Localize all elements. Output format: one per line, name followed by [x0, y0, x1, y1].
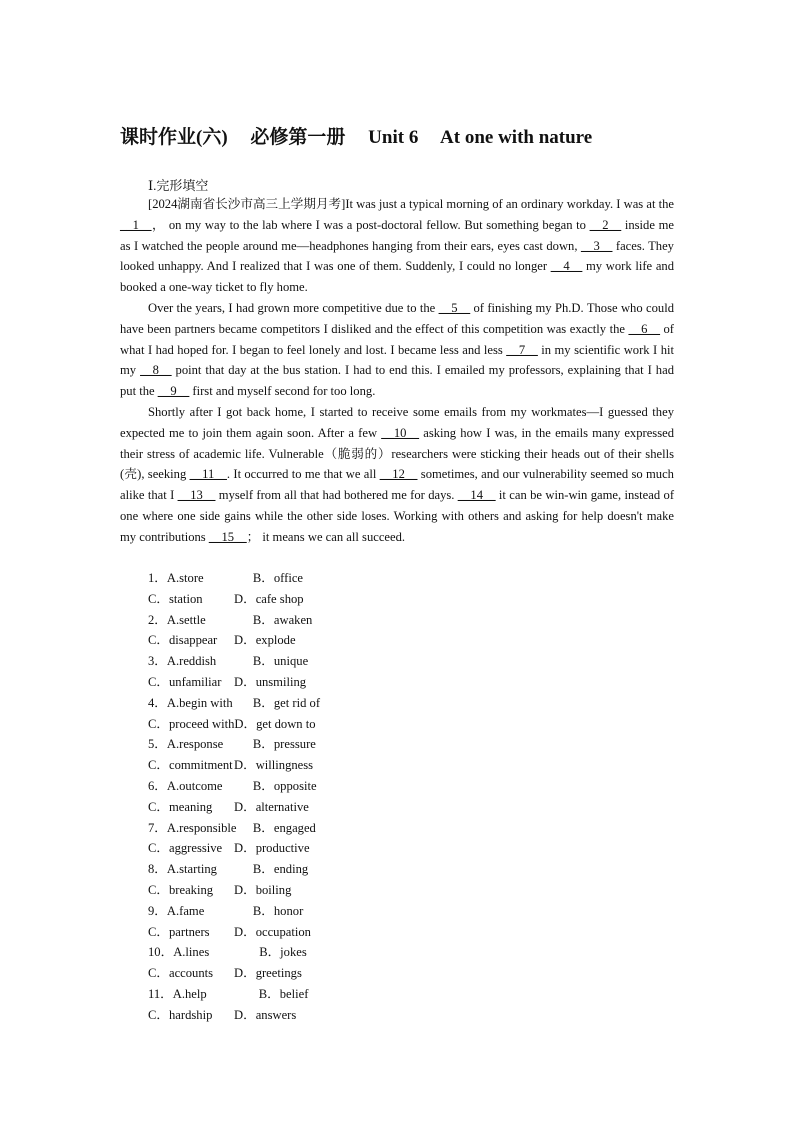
passage-text: . It occurred to me that we all [226, 467, 380, 482]
question-number: 2． [148, 612, 167, 627]
passage-text: first and myself second for too long. [189, 384, 376, 399]
option-a: A.store [166, 571, 204, 585]
option-d: D．greetings [234, 966, 302, 981]
option-row [148, 776, 648, 797]
passage-text: point that day at the bus station. I had to end this. I emailed my professors, explaining that I had put the [120, 363, 674, 399]
question-number: 5． [148, 737, 167, 752]
passage-text: it can be win-win game, instead of one where one side gains while the other side loses. Working with others and asking for help doesn't make my contributions [120, 488, 675, 544]
answer-blank: __3__ [580, 238, 613, 253]
passage-paragraph [120, 194, 674, 298]
question-number: 6． [148, 778, 167, 793]
passage-text: Over the years, I had grown more competitive due to the [148, 300, 439, 315]
question-number: 9． [148, 903, 167, 918]
option-row [148, 693, 648, 714]
answer-blank: __11__ [189, 467, 227, 482]
option-b: B．opposite [252, 778, 317, 793]
option-c: C．disappear [148, 633, 218, 648]
option-row [148, 589, 648, 610]
passage-text: my work life and booked a one-way ticket to fly home. [120, 259, 674, 295]
option-a: A.lines [173, 945, 210, 960]
option-row [148, 901, 648, 922]
option-d: D．boiling [234, 882, 292, 897]
passage-text: of finishing my Ph.D. Those who could have been partners became competitors I disliked and the effect of this competition was exactly the [120, 300, 675, 336]
option-a: A.outcome [166, 778, 223, 793]
option-b: B．ending [252, 862, 309, 877]
passage-text: ， on my way to the lab where I was a post-doctoral fellow. But something began to [151, 217, 590, 232]
option-c: C．station [148, 591, 203, 606]
answer-blank: __7__ [506, 342, 538, 357]
option-c: C．partners [148, 924, 210, 939]
question-number: 11． [148, 986, 173, 1001]
question-number: 8． [148, 862, 167, 877]
answer-blank: __10__ [381, 425, 420, 440]
title-book: 必修第一册 [250, 127, 346, 148]
passage-text: in my scientific work I hit my [120, 342, 675, 378]
option-b: B．office [252, 571, 304, 585]
question-number: 1． [148, 571, 167, 585]
passage-text: inside me as I watched the people around me—headphones hanging from their ears, eyes cast down, [120, 217, 674, 253]
title-unit: Unit 6 [368, 127, 419, 148]
option-row [148, 797, 648, 818]
option-a: A.starting [166, 862, 217, 877]
option-row [148, 714, 648, 735]
option-c: C．unfamiliar [148, 674, 222, 689]
option-row [148, 568, 648, 589]
option-row [148, 630, 648, 651]
passage-text: faces. They looked unhappy. And I realized that I was one of them. Suddenly, I could no longer [120, 238, 674, 274]
answer-blank: __6__ [628, 321, 660, 336]
option-row [148, 1005, 648, 1026]
section-label: Ⅰ.完形填空 [148, 178, 209, 193]
answer-blank: __1__ [120, 217, 152, 232]
passage-paragraph [120, 298, 674, 402]
option-row [148, 818, 648, 839]
question-number: 4． [148, 695, 167, 710]
answer-blank: __14__ [457, 488, 496, 503]
answer-blank: __2__ [589, 217, 622, 232]
title-topic: At one with nature [440, 127, 593, 148]
option-b: B．engaged [252, 820, 316, 835]
option-b: B．honor [252, 903, 304, 918]
passage-text: asking how I was, in the emails many expressed their stress of academic life. Vulnerable（脆弱的）researchers were sticking their heads out of their shells (壳), seeking [120, 425, 674, 482]
option-a: A.help [172, 986, 207, 1001]
option-b: B．get rid of [252, 695, 321, 710]
page-title [120, 122, 720, 149]
option-row [148, 984, 648, 1005]
cloze-passage [120, 194, 674, 548]
passage-text: Shortly after I got back home, I started to receive some emails from my workmates—I guessed they expected me to join them again soon. After a few [120, 404, 674, 440]
option-c: C．aggressive [148, 841, 223, 856]
option-a: A.responsible [166, 820, 237, 835]
question-number: 3． [148, 654, 167, 669]
question-number: 10． [148, 945, 174, 960]
option-d: D．alternative [234, 799, 309, 814]
option-d: D．cafe shop [234, 591, 304, 606]
passage-text: sometimes, and our vulnerability seemed so much alike that I [120, 467, 674, 503]
answer-blank: __13__ [177, 488, 216, 503]
option-row [148, 610, 648, 631]
answer-blank: __12__ [379, 467, 418, 482]
option-d: D．occupation [234, 924, 311, 939]
option-row [148, 880, 648, 901]
passage-text: of what I had hoped for. I began to feel lonely and lost. I became less and less [120, 321, 675, 357]
option-d: D．willingness [234, 758, 314, 773]
option-c: C．proceed with [148, 716, 235, 731]
option-c: C．accounts [148, 966, 214, 981]
option-a: A.response [166, 737, 224, 752]
option-b: B．belief [258, 986, 309, 1001]
question-number: 7． [148, 820, 167, 835]
title-homework: 课时作业(六) [120, 127, 228, 148]
answer-blank: __5__ [438, 300, 471, 315]
option-d: D．explode [234, 633, 296, 648]
option-d: D．get down to [234, 716, 316, 731]
option-row [148, 838, 648, 859]
option-d: D．unsmiling [234, 674, 307, 689]
answer-blank: __8__ [140, 363, 172, 378]
passage-paragraph [120, 402, 674, 548]
option-b: B．pressure [252, 737, 316, 752]
option-a: A.settle [166, 612, 206, 627]
option-a: A.fame [166, 903, 205, 918]
answer-blank: __4__ [550, 259, 583, 274]
option-row [148, 651, 648, 672]
option-row [148, 755, 648, 776]
option-row [148, 859, 648, 880]
option-b: B．unique [252, 654, 309, 669]
answer-blank: __15__ [208, 529, 247, 544]
passage-text: myself from all that had bothered me for days. [215, 488, 458, 503]
options-list [148, 568, 648, 1026]
option-d: D．answers [234, 1007, 297, 1022]
option-row [148, 942, 648, 963]
option-row [148, 734, 648, 755]
option-a: A.begin with [166, 695, 233, 710]
passage-text: ； it means we can all succeed. [246, 529, 406, 544]
option-row [148, 672, 648, 693]
passage-text: [2024湖南省长沙市高三上学期月考]It was just a typical morning of an ordinary workday. I was at the [148, 197, 674, 211]
option-row [148, 963, 648, 984]
option-a: A.reddish [166, 654, 217, 669]
option-c: C．meaning [148, 799, 213, 814]
option-b: B．jokes [259, 945, 307, 960]
option-b: B．awaken [252, 612, 313, 627]
answer-blank: __9__ [157, 384, 190, 399]
option-c: C．commitment [148, 758, 233, 773]
option-c: C．breaking [148, 882, 214, 897]
option-d: D．productive [234, 841, 310, 856]
option-c: C．hardship [148, 1007, 213, 1022]
option-row [148, 922, 648, 943]
